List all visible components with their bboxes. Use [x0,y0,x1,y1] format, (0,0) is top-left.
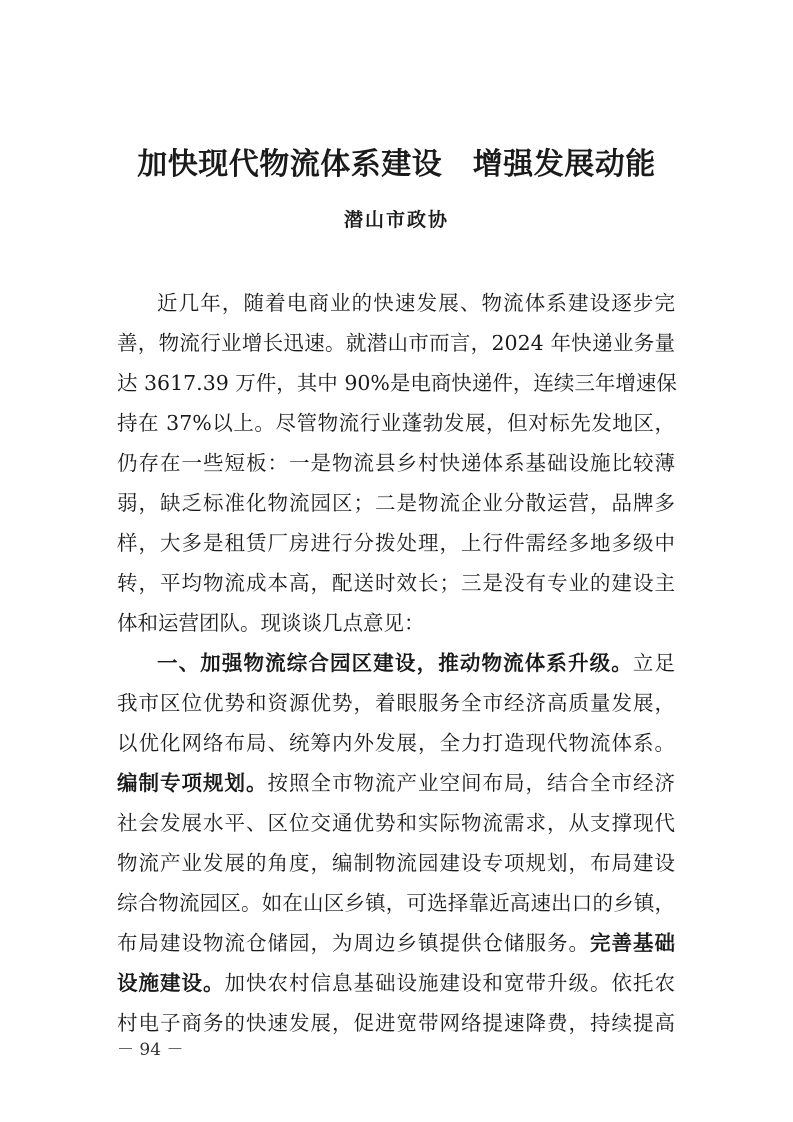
section-heading: 一、加强物流综合园区建设，推动物流体系升级。 [157,651,633,675]
paragraph-line: 社会发展水平、区位交通优势和实际物流需求，从支撑现代 [117,811,675,835]
paragraph-line: 善，物流行业增长迅速。就潜山市而言，2024 年快递业务量 [117,331,675,355]
paragraph-text: 布局建设物流仓储园，为周边乡镇提供仓储服务。 [117,931,590,955]
paragraph-line: 近几年，随着电商业的快速发展、物流体系建设逐步完 [157,291,675,315]
subheading: 编制专项规划。 [117,771,268,795]
paragraph-line: 仍存在一些短板：一是物流县乡村快递体系基础设施比较薄 [117,451,675,475]
paragraph-line [117,763,675,803]
page-title: 加快现代物流体系建设 增强发展动能 [137,147,656,182]
paragraph-line: 达 3617.39 万件，其中 90%是电商快递件，连续三年增速保 [117,371,677,395]
document-body [117,283,675,1043]
section-heading-line [117,643,675,683]
subheading: 完善基础 [590,931,675,955]
paragraph-line [117,963,675,1003]
paragraph-line: 样，大多是租赁厂房进行分拨处理，上行件需经多地多级中 [117,531,675,555]
paragraph-line: 村电子商务的快速发展，促进宽带网络提速降费，持续提高 [117,1011,675,1035]
paragraph-text: 加快农村信息基础设施建设和宽带升级。依托农 [224,971,675,995]
paragraph-line: 持在 37%以上。尽管物流行业蓬勃发展，但对标先发地区， [117,411,675,435]
paragraph-line: 我市区位优势和资源优势，着眼服务全市经济高质量发展， [117,691,675,715]
author-byline: 潜山市政协 [343,209,449,231]
paragraph-line [117,923,675,963]
paragraph-line: 物流产业发展的角度，编制物流园建设专项规划，布局建设 [117,851,675,875]
paragraph-text: 立足 [632,651,676,675]
paragraph-line: 转，平均物流成本高，配送时效长；三是没有专业的建设主 [117,571,675,595]
subheading: 设施建设。 [117,971,225,995]
paragraph-line: 以优化网络布局、统筹内外发展，全力打造现代物流体系。 [117,731,675,755]
paragraph-line: 体和运营团队。现谈谈几点意见： [117,611,425,635]
paragraph-line: 弱，缺乏标准化物流园区；二是物流企业分散运营，品牌多 [117,491,675,515]
paragraph-line: 综合物流园区。如在山区乡镇，可选择靠近高速出口的乡镇， [117,891,675,915]
page-number: － 94 － [117,1040,184,1060]
paragraph-text: 按照全市物流产业空间布局，结合全市经济 [267,771,675,795]
